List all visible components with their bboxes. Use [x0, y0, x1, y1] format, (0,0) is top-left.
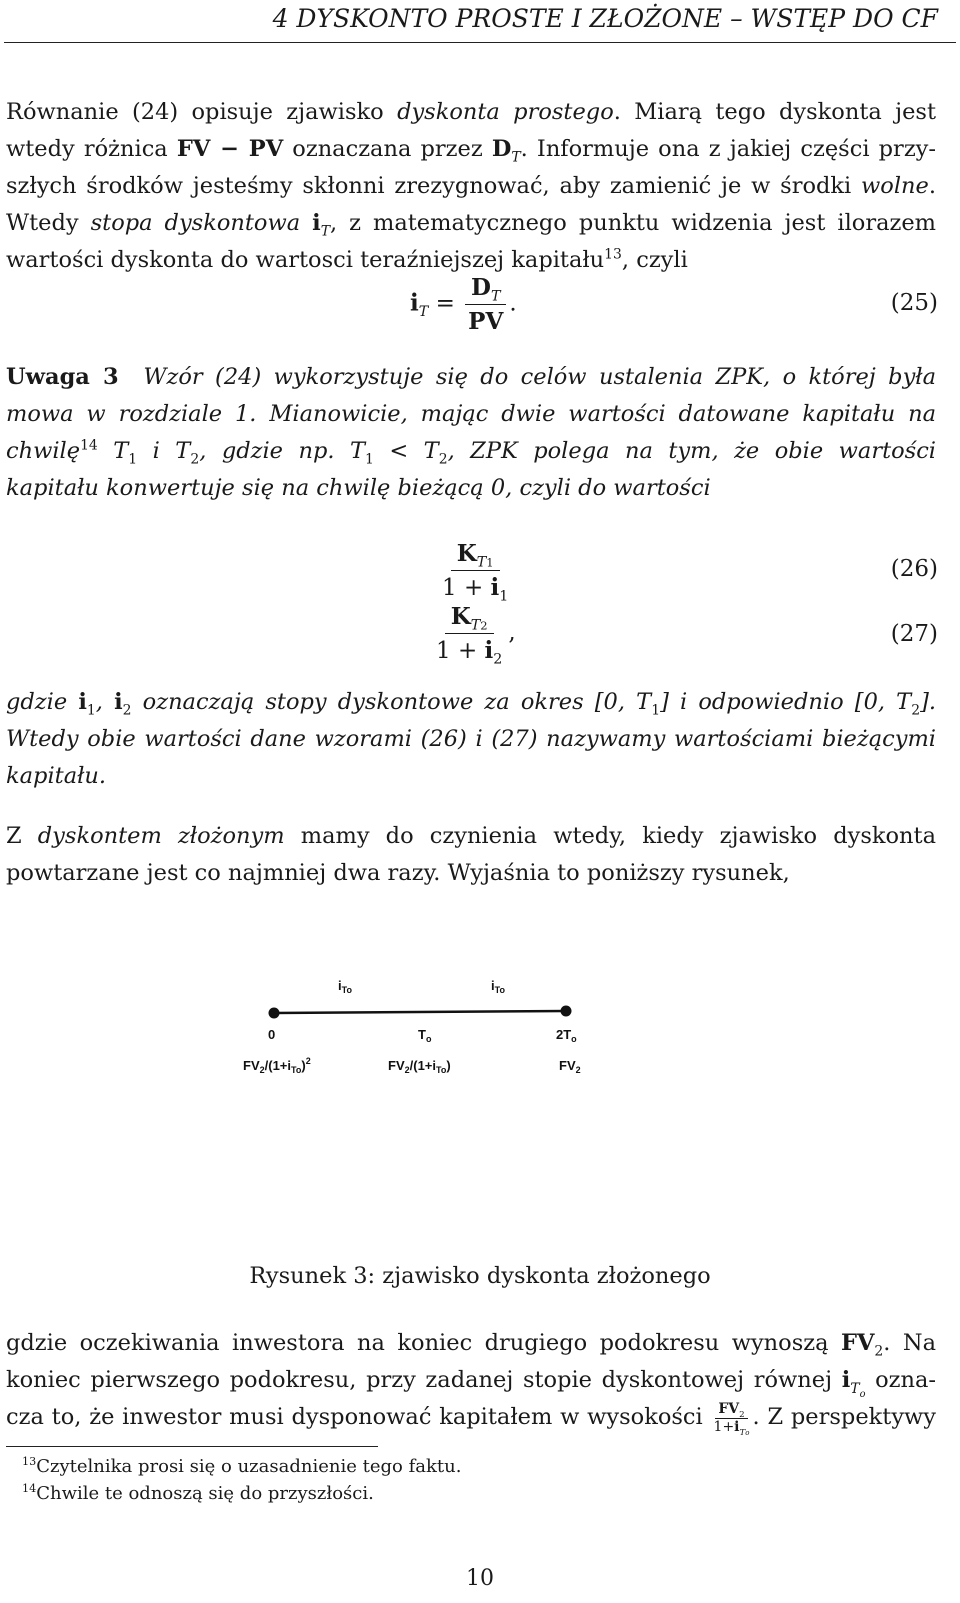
rate-label: $i_{To}$: [338, 978, 352, 995]
text-line: powtarzane jest co najmniej dwa razy. Wyjaśnia to poniższy rysunek,: [6, 860, 790, 886]
text: . Informuje ona z jakiej części przy-: [520, 136, 936, 162]
footnote-mark: 13: [22, 1455, 37, 1468]
remark-block: [6, 359, 936, 507]
denominator: $1+i_{To}$: [713, 1418, 750, 1438]
math-bold: D: [471, 274, 491, 301]
text: Wzór (24) wykorzystuje się do celów ustalenia ZPK, o której była: [143, 364, 936, 390]
math-punct: ,: [508, 619, 516, 646]
fraction: [430, 603, 508, 668]
equation-26: [436, 540, 514, 605]
text: wtedy różnica: [6, 136, 177, 162]
math-subscript: 1: [486, 555, 494, 570]
page-number: 10: [466, 1566, 494, 1591]
text: wartości dyskonta do wartosci teraźniejszej kapitału: [6, 247, 605, 273]
timeline-point: [269, 1008, 280, 1019]
math-subscript: T: [470, 617, 481, 634]
math-bold: FV − PV: [176, 136, 284, 162]
text: . Na: [883, 1330, 937, 1356]
text: [300, 210, 312, 236]
math-bold: i: [841, 1367, 851, 1393]
text: , z matematycznego punktu widzenia jest ilorazem: [330, 210, 937, 236]
header-rule: [4, 42, 956, 43]
term-italic: stopa dyskontowa: [90, 210, 301, 236]
numerator: [451, 540, 500, 571]
math-subscript: T: [320, 223, 331, 240]
value-label: $FV_2/(1+i_{To})$: [388, 1058, 451, 1075]
footnote-rule: [6, 1446, 378, 1447]
text: 1 +: [436, 638, 485, 664]
denominator: [436, 571, 514, 605]
text-line: [6, 433, 936, 470]
math-bold: D: [491, 136, 512, 162]
text: szłych środków jesteśmy skłonni zrezygnować, aby zamienić je w środki: [6, 173, 862, 199]
paragraph-intro: [6, 94, 936, 279]
text: gdzie oczekiwania inwestora na koniec drugiego podokresu wynoszą: [6, 1330, 841, 1356]
footnote-mark: 14: [22, 1482, 37, 1495]
math-subscript: T: [476, 554, 487, 571]
math-operator: =: [428, 290, 463, 317]
math-bold: i: [312, 210, 321, 236]
equation-number: (26): [890, 556, 938, 582]
footnote-text: Czytelnika prosi się o uzasadnienie tego faktu.: [36, 1456, 462, 1477]
math-bold: i: [410, 289, 419, 317]
compound-discount-diagram: [0, 960, 960, 1090]
text-line: Wtedy obie wartości dane wzorami (26) i (27) nazywamy wartościami bieżącymi: [6, 726, 936, 752]
math-subscript: T: [490, 288, 501, 305]
time-label: 0: [268, 1027, 276, 1042]
paragraph-after-equations: [6, 684, 936, 795]
text: koniec pierwszego podokresu, przy zadanej stopie dyskontowej równej: [6, 1367, 842, 1393]
denominator: [430, 634, 508, 668]
math-subscript: 2: [122, 702, 132, 719]
text-line: [6, 205, 936, 242]
text: gdzie: [6, 689, 79, 715]
math-subscript: 2: [493, 651, 503, 668]
figure-caption: Rysunek 3: zjawisko dyskonta złożonego: [249, 1263, 711, 1289]
math-subscript: T: [418, 304, 429, 321]
math-subscript: 2: [438, 451, 448, 468]
text: ] i odpowiednio [0, T: [660, 689, 912, 715]
text-line: [6, 359, 936, 396]
math-subscript: To: [850, 1380, 866, 1400]
time-label: $T_o$: [418, 1027, 432, 1044]
math-subscript: 1: [365, 451, 374, 468]
numerator: $FV_2$: [715, 1402, 747, 1419]
math-bold: K: [450, 603, 471, 630]
text-line: [6, 1325, 936, 1362]
numerator: [465, 274, 506, 305]
math-bold: i: [114, 689, 123, 715]
text-line: mowa w rozdziale 1. Mianowicie, mając dwie wartości datowane kapitału na: [6, 401, 936, 427]
math-subscript: 2: [190, 451, 200, 468]
text-line: [6, 131, 936, 168]
inline-fraction: [711, 1400, 753, 1438]
math-bold: i: [490, 574, 500, 601]
denominator: PV: [468, 308, 504, 335]
text: Wtedy: [6, 210, 91, 236]
time-label: $2T_o$: [556, 1027, 577, 1044]
text-line: [6, 818, 936, 855]
timeline-point: [561, 1006, 572, 1017]
timeline: [274, 1011, 566, 1013]
text: . Z perspektywy: [752, 1404, 937, 1430]
text-line: [6, 94, 936, 131]
footnote-ref: 13: [604, 246, 622, 263]
math-punct: .: [509, 290, 517, 317]
math-bold: FV: [840, 1330, 875, 1356]
math-subscript: 1: [128, 451, 138, 468]
text: Równanie (24) opisuje zjawisko: [6, 99, 398, 125]
text-line: kapitału.: [6, 763, 107, 789]
text: i T: [137, 438, 191, 464]
text: oznaczana przez: [283, 136, 492, 162]
text: cza to, że inwestor musi dysponować kapitałem w wysokości: [6, 1404, 711, 1430]
equation-25: [410, 274, 517, 335]
value-label: $FV_2$: [559, 1058, 581, 1075]
footnote-text: Chwile te odnoszą się do przyszłości.: [36, 1483, 374, 1504]
text: , ZPK polega na tym, że obie wartości: [447, 438, 937, 464]
running-header: 4 DYSKONTO PROSTE I ZŁOŻONE – WSTĘP DO CF: [272, 4, 938, 33]
footnote: [22, 1483, 374, 1504]
text: ozna-: [865, 1367, 936, 1393]
term-italic: wolne: [861, 173, 929, 199]
math-subscript: 1: [499, 588, 509, 605]
text: .: [928, 173, 936, 199]
math-subscript: 2: [874, 1343, 884, 1360]
remark-label: Uwaga 3: [6, 364, 119, 390]
text: oznaczają stopy dyskontowe za okres [0, T: [131, 689, 652, 715]
equation-27: [430, 603, 516, 668]
text: 1 +: [442, 575, 491, 601]
equation-number: (25): [890, 290, 938, 316]
math-bold: K: [456, 540, 477, 567]
fraction: [436, 540, 514, 605]
term-italic: dyskontem złożonym: [37, 823, 285, 849]
numerator: [445, 603, 494, 634]
text: Z: [6, 823, 38, 849]
term-italic: dyskonta prostego: [397, 99, 614, 125]
footnote-ref: 14: [80, 437, 98, 454]
math-bold: i: [78, 689, 87, 715]
rate-label: $i_{To}$: [491, 978, 505, 995]
text: T: [97, 438, 129, 464]
fraction: [462, 274, 509, 335]
footnote: [22, 1456, 461, 1477]
text: ].: [920, 689, 937, 715]
text: mamy do czynienia wtedy, kiedy zjawisko dyskonta: [284, 823, 936, 849]
math-subscript: 1: [86, 702, 96, 719]
paragraph-compound-intro: [6, 818, 936, 892]
paragraph-investor: [6, 1325, 936, 1436]
text: chwilę: [6, 438, 81, 464]
text: . Miarą tego dyskonta jest: [613, 99, 937, 125]
math-subscript: T: [511, 149, 521, 166]
text: < T: [373, 438, 439, 464]
value-label: $FV_2/(1+i_{To})^2$: [243, 1056, 311, 1075]
text: , gdzie np. T: [199, 438, 365, 464]
text-line: [6, 684, 936, 721]
text: , czyli: [621, 247, 688, 273]
text-line: kapitału konwertuje się na chwilę bieżącą 0, czyli do wartości: [6, 475, 711, 501]
text: ,: [95, 689, 115, 715]
text-line: [6, 1399, 936, 1436]
text-line: [6, 1362, 936, 1399]
math-bold: i: [484, 637, 494, 664]
math-subscript: 2: [480, 618, 488, 633]
equation-number: (27): [890, 621, 938, 647]
math-subscript: 1: [651, 702, 661, 719]
math-subscript: 2: [911, 702, 921, 719]
text-line: [6, 168, 936, 205]
